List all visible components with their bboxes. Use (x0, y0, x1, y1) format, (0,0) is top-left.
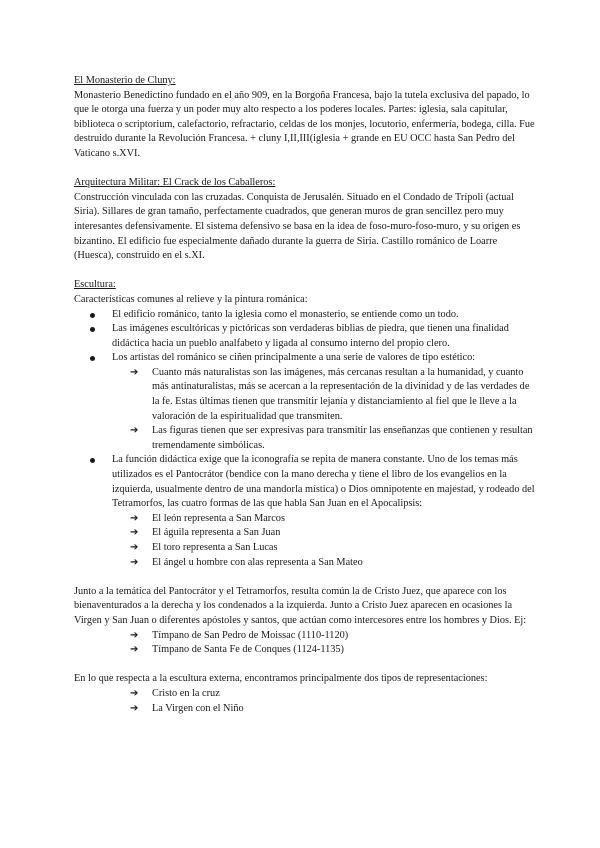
paragraph-cluny: Monasterio Benedictino fundado en el año 909, en la Borgoña Francesa, bajo la tutela exclusiva del papado, lo que le otorga una fuerza y un poder muy alto respecto a los poderes locales. Partes: iglesia, sala capitular, biblioteca o scriptorium, calefactorio, refractario, celdas de los monjes, locutorio, enfermería, bodega, cilla. Fue destruido durante la Revolución Francesa. + cluny I,II,III(iglesia + grande en EU OCC hasta San Pedro del Vaticano s.XVI. (74, 89, 535, 159)
arrow-list (130, 512, 538, 570)
arrow-item (130, 687, 538, 702)
arrow-icon: ➔ (130, 542, 139, 553)
heading-arquitectura-militar: Arquitectura Militar: El Crack de los Caballeros: (74, 177, 276, 189)
arrow-item (130, 424, 538, 453)
section-escultura (74, 278, 538, 570)
arrow-item-text: El león representa a San Marcos (152, 512, 285, 524)
arrow-item (130, 366, 538, 424)
bullet-text: El edificio románico, tanto la iglesia como el monasterio, se entiende como un todo. (112, 308, 459, 320)
bullet-text: Las imágenes escultóricas y pictóricas son verdaderas biblias de piedra, que tienen una finalidad didáctica hacia un pueblo analfabeto y ligada al consumo interno del propio clero. (112, 323, 509, 349)
heading-cluny: El Monasterio de Cluny: (74, 75, 176, 86)
arrow-list (130, 629, 538, 658)
arrow-item-text: Las figuras tienen que ser expresivas para transmitir las enseñanzas que contienen y resultan tremendamente simbólicas. (152, 425, 533, 451)
paragraph-arquitectura-militar: Construcción vinculada con las cruzadas. Conquista de Jerusalén. Situado en el Condado de Trípoli (actual Siria). Sillares de gran tamaño, perfectamente cuadrados, que generan muros de gran sencillez pero muy interesantes defensivamente. El sistema defensivo se basa en la idea de foso-muro-foso-muro, y su origen es bizantino. El edificio fue especialmente dañado durante la guerra de Siria. Castillo románico de Loarre (Huesca), construido en el s.XI. (74, 191, 521, 262)
section-cristo-juez (74, 585, 538, 658)
paragraph-escultura-externa: En lo que respecta a la escultura externa, encontramos principalmente dos tipos de representaciones: (74, 673, 488, 685)
arrow-icon: ➔ (130, 629, 139, 641)
paragraph-escultura-intro: Características comunes al relieve y la pintura románica: (74, 293, 308, 305)
bullet-item (74, 351, 538, 453)
arrow-item-text: El toro representa a San Lucas (152, 542, 278, 553)
arrow-item (130, 629, 538, 644)
arrow-icon: ➔ (130, 527, 139, 539)
arrow-icon: ➔ (130, 702, 139, 714)
section-cluny (74, 74, 538, 162)
arrow-icon: ➔ (130, 644, 139, 656)
arrow-item (130, 702, 538, 717)
arrow-list (130, 687, 538, 716)
arrow-item (130, 526, 538, 541)
arrow-icon: ➔ (130, 425, 139, 437)
arrow-icon: ➔ (130, 366, 139, 378)
bullet-list (74, 308, 538, 571)
arrow-item-text: El águila representa a San Juan (152, 527, 281, 539)
section-escultura-externa (74, 672, 538, 716)
bullet-item (74, 453, 538, 570)
bullet-text: La función didáctica exige que la iconografía se repita de manera constante. Uno de los temas más utilizados es el Pantocrátor (bendice con la mano derecha y tiene el libro de los evangelios en la izquierda, usualmente dentro de una mandorla mística) o Dios omnipotente en majestad, y rodeado del Tetramorfos, las cuatro formas de las que habla San Juan en el Apocalipsis: (112, 454, 535, 510)
arrow-icon: ➔ (130, 512, 139, 524)
arrow-item-text: La Virgen con el Niño (152, 702, 244, 714)
arrow-item-text: Tímpano de San Pedro de Moissac (1110-1120) (152, 629, 349, 641)
heading-escultura: Escultura: (74, 279, 116, 291)
bullet-item (74, 322, 538, 351)
arrow-item (130, 556, 538, 571)
arrow-item (130, 512, 538, 527)
bullet-item (74, 308, 538, 323)
arrow-item-text: El ángel u hombre con alas representa a San Mateo (152, 556, 363, 568)
arrow-item-text: Cristo en la cruz (152, 687, 220, 699)
arrow-item-text: Tímpano de Santa Fe de Conques (1124-1135) (152, 644, 344, 656)
arrow-item (130, 541, 538, 556)
bullet-text: Los artistas del románico se ciñen principalmente a una serie de valores de tipo estético: (112, 352, 476, 364)
section-arquitectura-militar (74, 176, 538, 264)
arrow-item-text: Cuanto más naturalistas son las imágenes, más cercanas resultan a la humanidad, y cuanto más antinaturalistas, más se acercan a la representación de la divinidad y de las verdades de la fe. Estas últimas tienen que transmitir lejanía y distanciamiento al fiel que le lleve a la valoración de la espiritualidad que transmiten. (152, 366, 530, 422)
arrow-list (130, 366, 538, 454)
arrow-icon: ➔ (130, 687, 139, 699)
paragraph-cristo-juez: Junto a la temática del Pantocrátor y el Tetramorfos, resulta común la de Cristo Juez, que aparece con los bienaventurados a la derecha y los condenados a la izquierda. Junto a Cristo Juez aparecen en ocasiones la Virgen y San Juan o diferentes apóstoles y santos, que actúan como intercesores entre los hombres y Dios. Ej: (74, 585, 527, 626)
arrow-item (130, 643, 538, 658)
arrow-icon: ➔ (130, 556, 139, 568)
